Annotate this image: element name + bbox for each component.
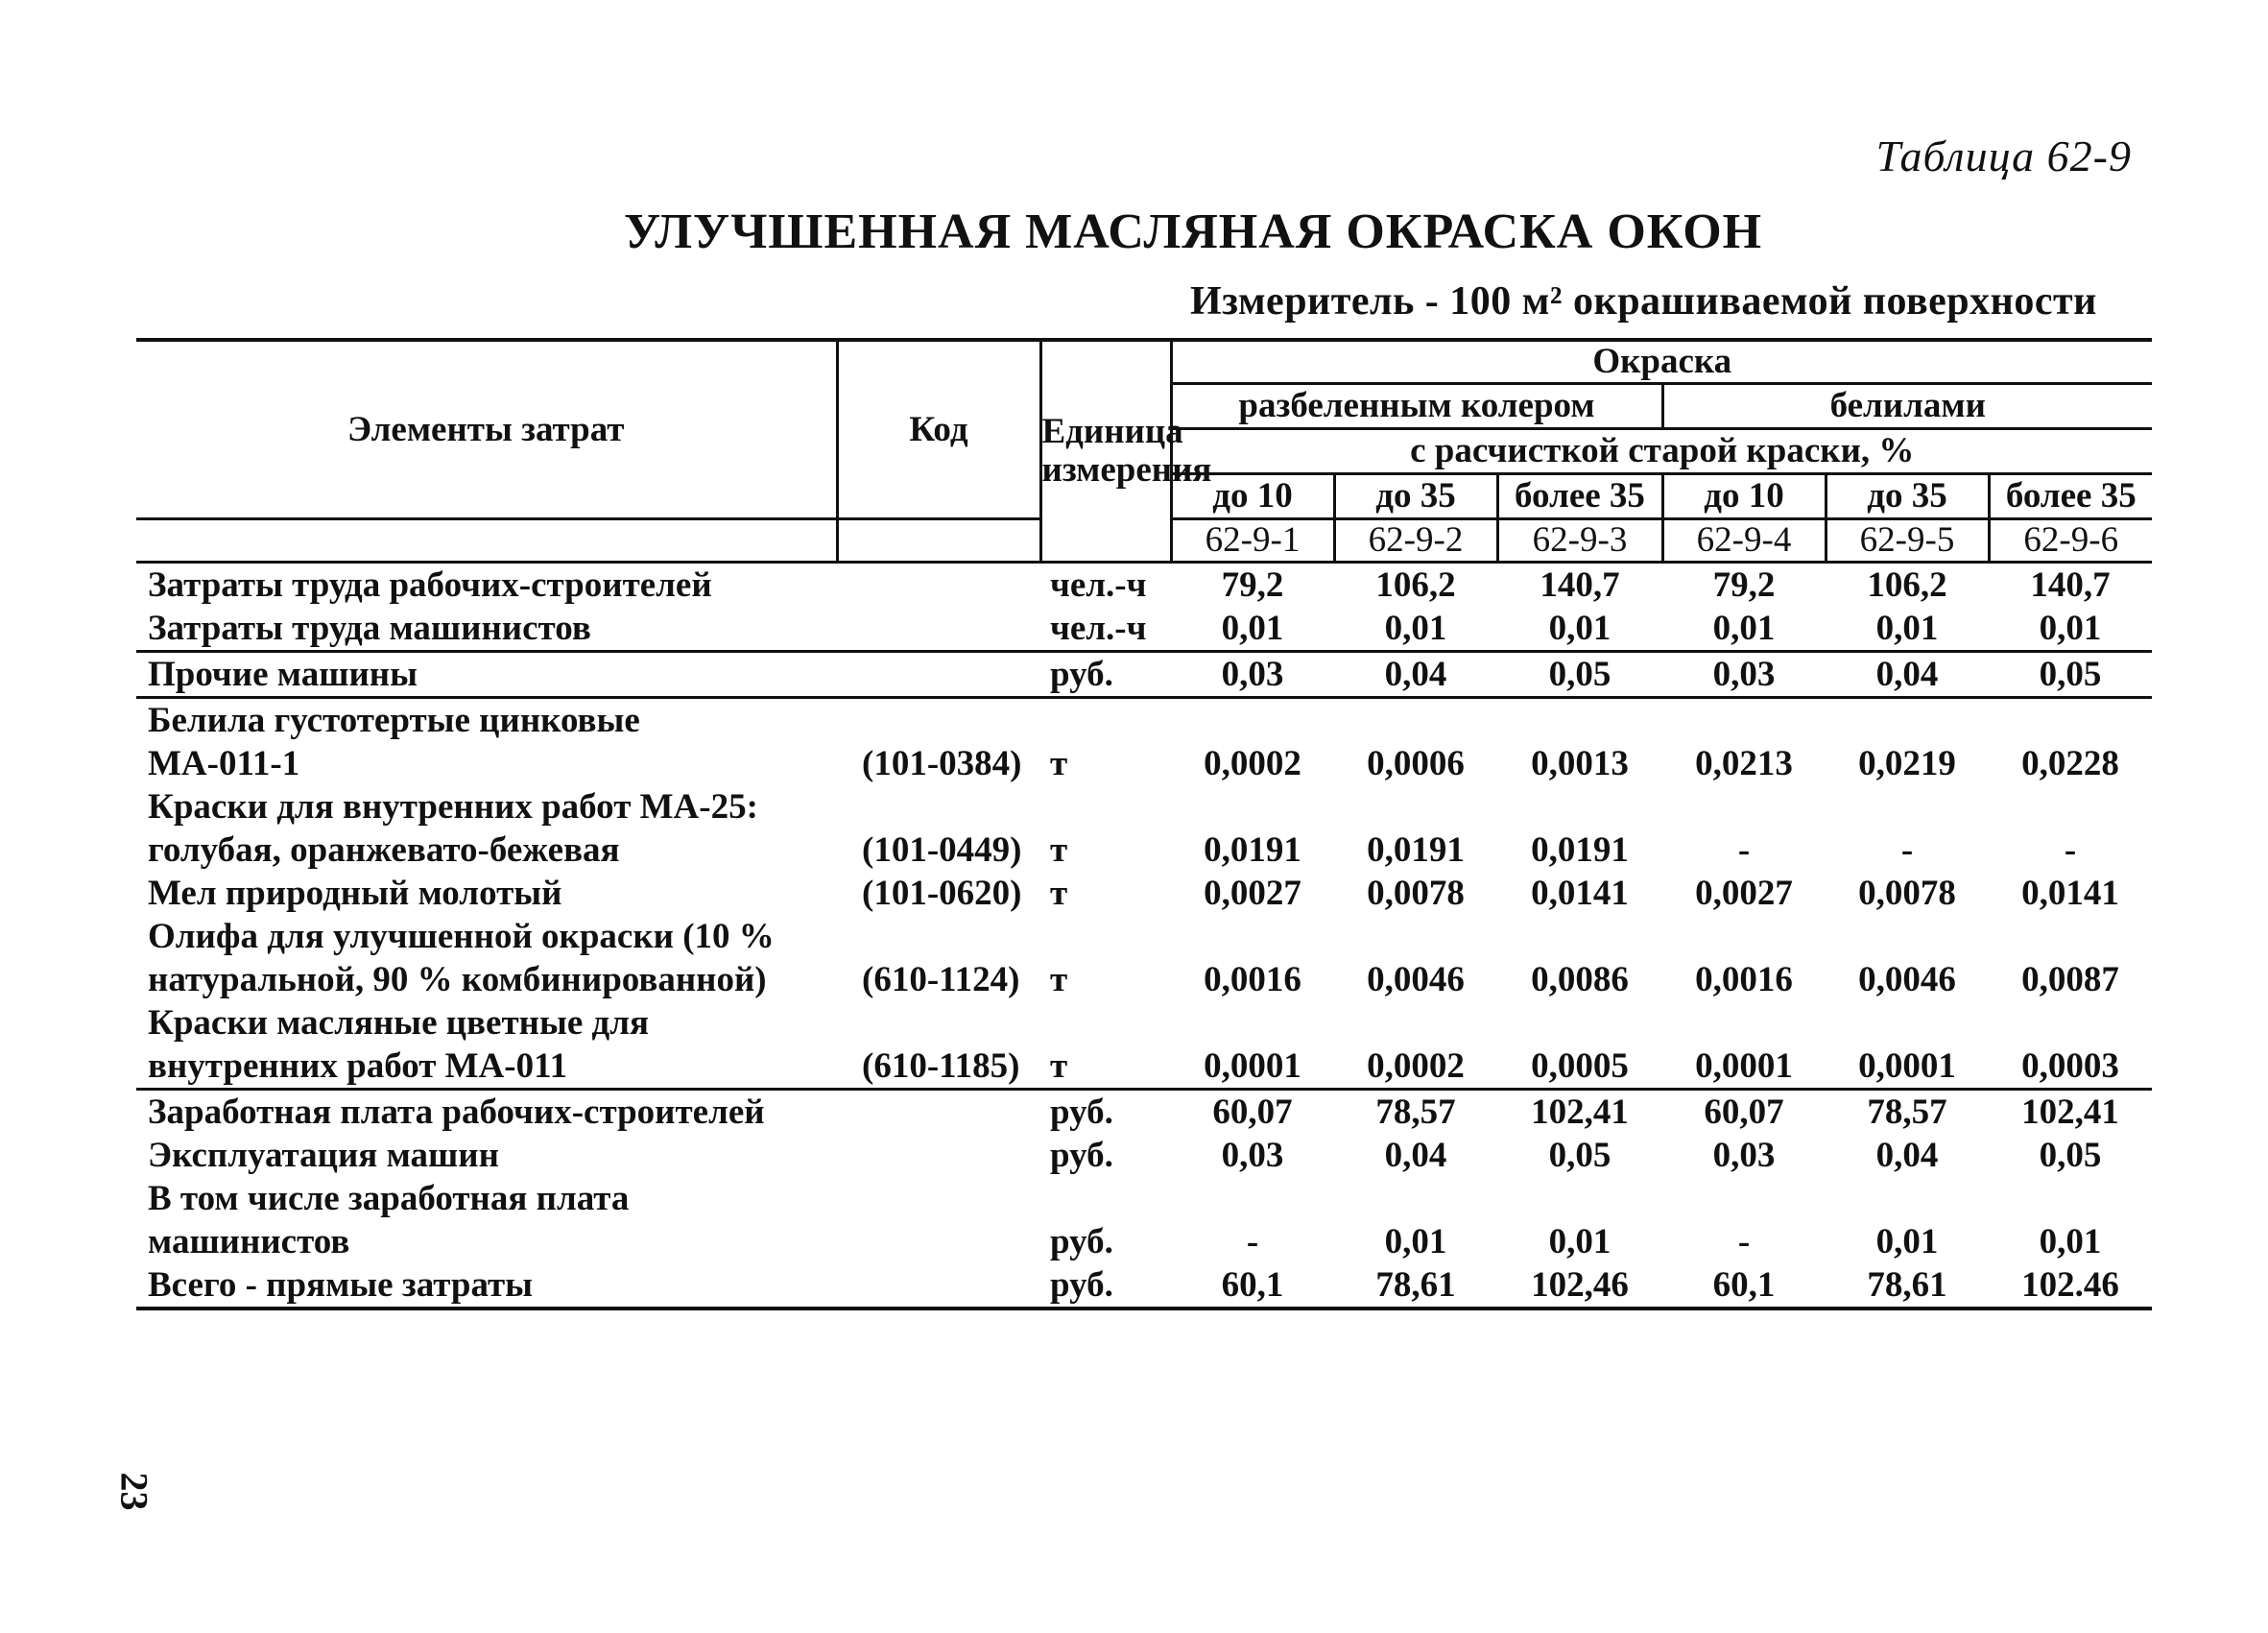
table-body [136,563,2152,1309]
unit-of-measure: чел.-ч [1050,565,1147,605]
resource-code [837,563,1040,608]
value-cell [1334,698,1497,743]
value-cell: 0,03 [1171,652,1334,698]
value-cell [1826,698,1989,743]
value-cell: 60,1 [1171,1263,1334,1309]
value-cell: 0,0027 [1204,874,1301,913]
resource-code [837,652,1040,698]
value-cell [1171,1001,1334,1045]
table-row [136,1090,2152,1135]
resource-code [837,1134,1040,1177]
value-cell [1334,915,1497,958]
unit-of-measure: руб. [1050,1136,1113,1175]
header-spacer [837,519,1040,563]
header-range: до 35 [1334,474,1497,519]
value-cell [1497,698,1662,743]
value-cell: 0,05 [2039,1136,2102,1175]
value-cell [1497,1177,1662,1220]
value-cell [1826,1001,1989,1045]
value-cell: 0,0191 [1531,830,1629,870]
value-cell: 0,0001 [1858,1046,1956,1086]
unit-of-measure: руб. [1040,1090,1171,1135]
header-spacer [136,519,837,563]
header-norm-code: 62-9-5 [1826,519,1989,563]
resource-code [837,698,1040,743]
unit-of-measure: руб. [1040,1263,1171,1309]
value-cell: 0,01 [2039,1222,2102,1261]
value-cell: 106,2 [1375,565,1456,605]
unit-of-measure [1040,1177,1171,1220]
value-cell: 102,41 [1497,1090,1662,1135]
value-cell: 78,61 [1334,1263,1497,1309]
table-row [136,958,2152,1001]
value-cell: 0,0046 [1858,960,1956,999]
table-row [136,607,2152,652]
value-cell: 78,61 [1826,1263,1989,1309]
value-cell: 102.46 [1989,1263,2152,1309]
header-norm-code: 62-9-3 [1497,519,1662,563]
value-cell: 0,01 [1221,609,1284,648]
value-cell: 0,04 [1334,652,1497,698]
value-cell [1171,698,1334,743]
header-norm-code: 62-9-4 [1662,519,1826,563]
value-cell: 79,2 [1712,565,1776,605]
resource-code: (101-0620) [862,874,1022,913]
measure-unit-caption: Измеритель - 100 м² окрашиваемой поверхности [1190,279,2097,324]
cost-table [136,338,2152,1310]
table-row [136,915,2152,958]
value-cell: 0,0046 [1367,960,1465,999]
value-cell: 0,0016 [1204,960,1301,999]
table-row [136,785,2152,829]
value-cell: 0,0228 [2021,744,2119,783]
value-cell: 140,7 [2030,565,2111,605]
header-norm-code: 62-9-2 [1334,519,1497,563]
table-row [136,652,2152,698]
table-row [136,563,2152,608]
resource-code [837,1177,1040,1220]
cost-element-name: МА-011-1 [148,744,300,783]
header-range: до 35 [1826,474,1989,519]
cost-element-name: Прочие машины [136,652,837,698]
value-cell [1826,785,1989,829]
value-cell: 0,0191 [1204,830,1301,870]
cost-element-name: Олифа для улучшенной окраски (10 % [148,917,775,956]
cost-element-name: Эксплуатация машин [148,1136,499,1175]
unit-of-measure: т [1050,1046,1068,1086]
table-row [136,1263,2152,1309]
cost-element-name: голубая, оранжевато-бежевая [148,830,620,870]
value-cell: 60,1 [1662,1263,1826,1309]
value-cell: 0,0027 [1695,874,1793,913]
table-row [136,872,2152,915]
table-row [136,742,2152,785]
value-cell: 0,01 [1384,1222,1447,1261]
value-cell [1826,915,1989,958]
value-cell: 0,01 [1712,609,1776,648]
value-cell: 0,03 [1712,1136,1776,1175]
cost-element-name: Затраты труда машинистов [148,609,591,648]
value-cell [1826,1177,1989,1220]
value-cell: 0,01 [1548,1222,1611,1261]
value-cell: 0,04 [1875,1136,1939,1175]
value-cell: 0,0001 [1204,1046,1301,1086]
value-cell: 0,0213 [1695,744,1793,783]
resource-code [837,1220,1040,1263]
value-cell [1497,1001,1662,1045]
value-cell: 0,03 [1662,652,1826,698]
value-cell [1989,698,2152,743]
value-cell [1334,1001,1497,1045]
header-norm-code: 62-9-6 [1989,519,2152,563]
value-cell: 0,01 [1548,609,1611,648]
value-cell: 0,01 [1875,1222,1939,1261]
value-cell: 0,05 [1548,1136,1611,1175]
resource-code [837,915,1040,958]
table-row [136,1220,2152,1263]
header-norm-code: 62-9-1 [1171,519,1334,563]
value-cell: 79,2 [1221,565,1284,605]
value-cell [1334,1177,1497,1220]
cost-element-name: Краски для внутренних работ МА-25: [148,787,758,827]
value-cell: - [1737,830,1751,870]
value-cell: 0,01 [1875,609,1939,648]
value-cell: - [1900,830,1914,870]
value-cell: 0,0086 [1531,960,1629,999]
value-cell: - [1737,1222,1751,1261]
value-cell: 0,0002 [1204,744,1301,783]
header-range: до 10 [1171,474,1334,519]
value-cell [1989,785,2152,829]
value-cell: 0,05 [1497,652,1662,698]
value-cell: 78,57 [1334,1090,1497,1135]
table-row [136,698,2152,743]
table-row [136,1177,2152,1220]
header-range: более 35 [1989,474,2152,519]
resource-code: (101-0449) [862,830,1022,870]
value-cell: 0,04 [1384,1136,1447,1175]
value-cell: 0,0219 [1858,744,1956,783]
value-cell: 0,01 [1384,609,1447,648]
value-cell: 78,57 [1826,1090,1989,1135]
cost-element-name: Белила густотертые цинковые [136,698,837,743]
value-cell [1989,1001,2152,1045]
value-cell: 0,0191 [1367,830,1465,870]
value-cell [1662,1001,1826,1045]
cost-element-name: В том числе заработная плата [148,1179,630,1218]
resource-code: (610-1185) [862,1046,1020,1086]
cost-element-name: Краски масляные цветные для [148,1003,650,1043]
value-cell: 0,05 [1989,652,2152,698]
unit-of-measure: т [1050,830,1068,870]
value-cell: 0,03 [1221,1136,1284,1175]
header-group-a: разбеленным колером [1171,384,1662,429]
value-cell: 0,0002 [1367,1046,1465,1086]
table-row [136,829,2152,872]
cost-element-name: машинистов [148,1222,350,1261]
table-header [136,340,2152,563]
resource-code [837,607,1040,652]
value-cell: 102,46 [1497,1263,1662,1309]
value-cell [1334,785,1497,829]
value-cell [1989,915,2152,958]
value-cell: 102,41 [1989,1090,2152,1135]
value-cell: 106,2 [1867,565,1947,605]
value-cell: 0,0141 [1531,874,1629,913]
value-cell [1662,785,1826,829]
unit-of-measure: чел.-ч [1050,609,1147,648]
page-number: 23 [112,1472,156,1511]
resource-code: (610-1124) [862,960,1020,999]
value-cell: - [1246,1222,1259,1261]
cost-element-name: Заработная плата рабочих-строителей [136,1090,837,1135]
header-elements: Элементы затрат [136,340,837,519]
cost-element-name: натуральной, 90 % комбинированной) [148,960,767,999]
unit-of-measure: руб. [1050,1222,1113,1261]
unit-of-measure [1040,698,1171,743]
header-range: до 10 [1662,474,1826,519]
unit-of-measure [1040,785,1171,829]
value-cell: 0,0001 [1695,1046,1793,1086]
value-cell [1662,915,1826,958]
table-row [136,1001,2152,1045]
value-cell: 0,0003 [2021,1046,2119,1086]
value-cell [1662,698,1826,743]
value-cell: 60,07 [1171,1090,1334,1135]
resource-code [837,1001,1040,1045]
value-cell [1171,1177,1334,1220]
value-cell: 0,0141 [2021,874,2119,913]
document-title: УЛУЧШЕННАЯ МАСЛЯНАЯ ОКРАСКА ОКОН [624,204,1763,259]
value-cell: 0,0016 [1695,960,1793,999]
cost-element-name: Всего - прямые затраты [136,1263,837,1309]
resource-code [837,785,1040,829]
value-cell: 0,0078 [1858,874,1956,913]
value-cell: 0,0087 [2021,960,2119,999]
value-cell: 0,01 [2039,609,2102,648]
table-label: Таблица 62-9 [1875,132,2132,180]
unit-of-measure [1040,915,1171,958]
value-cell [1171,785,1334,829]
unit-of-measure [1040,1001,1171,1045]
cost-element-name: Мел природный молотый [148,874,562,913]
cost-element-name: Затраты труда рабочих-строителей [148,565,712,605]
resource-code: (101-0384) [862,744,1022,783]
value-cell: - [2064,830,2077,870]
header-unit: Единица измерения [1040,340,1171,563]
cost-element-name: внутренних работ МА-011 [148,1046,568,1086]
value-cell [1662,1177,1826,1220]
value-cell: 0,0006 [1367,744,1465,783]
value-cell [1171,915,1334,958]
unit-of-measure: руб. [1040,652,1171,698]
resource-code [837,1090,1040,1135]
unit-of-measure: т [1050,744,1068,783]
value-cell [1497,785,1662,829]
header-painting: Окраска [1171,340,2152,384]
table-row [136,1134,2152,1177]
unit-of-measure: т [1050,874,1068,913]
value-cell: 0,04 [1826,652,1989,698]
value-cell [1989,1177,2152,1220]
value-cell [1497,915,1662,958]
table-row [136,1045,2152,1090]
value-cell: 140,7 [1540,565,1620,605]
unit-of-measure: т [1050,960,1068,999]
resource-code [837,1263,1040,1309]
header-group-b: белилами [1662,384,2152,429]
header-code: Код [837,340,1040,519]
value-cell: 0,0013 [1531,744,1629,783]
value-cell: 60,07 [1662,1090,1826,1135]
header-cleaning: с расчисткой старой краски, % [1171,429,2152,474]
header-range: более 35 [1497,474,1662,519]
value-cell: 0,0005 [1531,1046,1629,1086]
value-cell: 0,0078 [1367,874,1465,913]
